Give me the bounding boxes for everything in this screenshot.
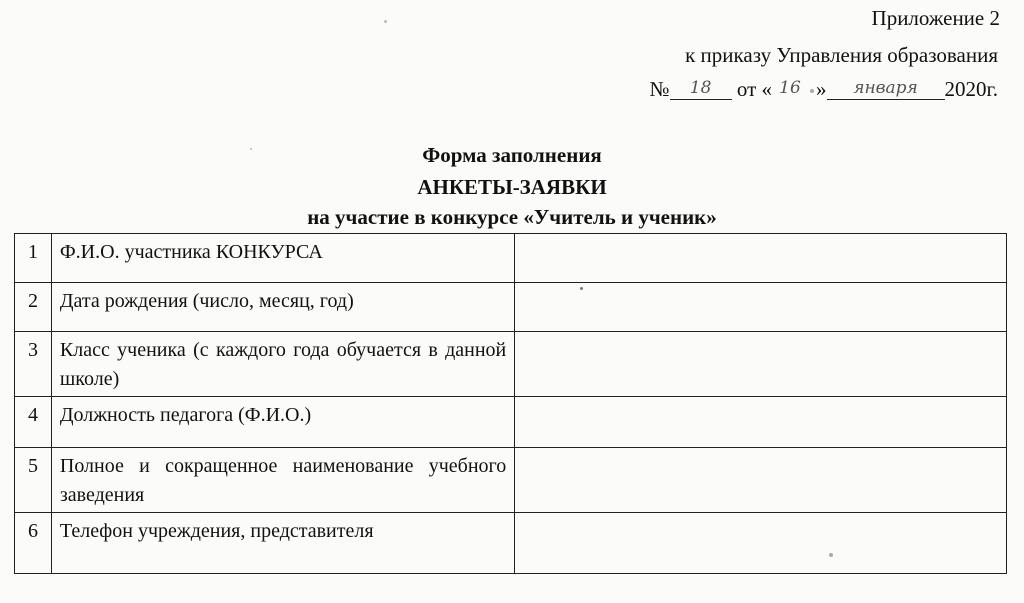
scan-speck: [384, 20, 387, 23]
form-title-line2: АНКЕТЫ-ЗАЯВКИ: [417, 175, 607, 199]
row-value-field[interactable]: [515, 283, 1007, 332]
table-row: [15, 397, 1007, 448]
row-label: Полное и сокращенное наименование учебного заведения: [51, 448, 514, 513]
row-label: Телефон учреждения, представителя: [51, 513, 514, 574]
number-sign: №: [649, 77, 670, 101]
row-number: 1: [15, 234, 52, 283]
scan-speck: [580, 287, 583, 290]
form-title-line3: на участие в конкурсе «Учитель и ученик»: [307, 205, 717, 229]
row-value-field[interactable]: [515, 397, 1007, 448]
table-row: [15, 332, 1007, 397]
row-number: 6: [15, 513, 52, 574]
year: 2020г.: [944, 77, 998, 101]
ink-dot: [810, 89, 814, 93]
scan-speck: [829, 553, 833, 557]
row-value-field[interactable]: [515, 332, 1007, 397]
row-value-field[interactable]: [515, 448, 1007, 513]
month-handwritten: января: [853, 78, 918, 98]
row-label: Класс ученика (с каждого года обучается в данной школе): [51, 332, 514, 397]
row-label: Ф.И.О. участника КОНКУРСА: [51, 234, 514, 283]
appendix-title: Приложение 2: [871, 6, 1000, 30]
row-value-field[interactable]: [515, 513, 1007, 574]
month-blank: [827, 77, 945, 100]
form-title-line1: Форма заполнения: [422, 143, 602, 167]
row-label: Должность педагога (Ф.И.О.): [51, 397, 514, 448]
table-row: [15, 513, 1007, 574]
row-number: 4: [15, 397, 52, 448]
row-value-field[interactable]: [515, 234, 1007, 283]
order-number-date-line: [650, 77, 998, 102]
row-number: 5: [15, 448, 52, 513]
table-row: [15, 448, 1007, 513]
table-row: [15, 234, 1007, 283]
table-row: [15, 283, 1007, 332]
scan-speck: [250, 148, 252, 150]
row-number: 2: [15, 283, 52, 332]
row-label: Дата рождения (число, месяц, год): [51, 283, 514, 332]
appendix-order-reference: к приказу Управления образования: [685, 43, 998, 67]
row-number: 3: [15, 332, 52, 397]
order-number-handwritten: 18: [689, 78, 712, 98]
day-handwritten: 16: [779, 78, 801, 98]
from-label: от «: [736, 77, 772, 101]
quote-close: »: [816, 77, 827, 101]
order-number-blank: [670, 77, 732, 100]
application-form-table: [14, 233, 1007, 574]
